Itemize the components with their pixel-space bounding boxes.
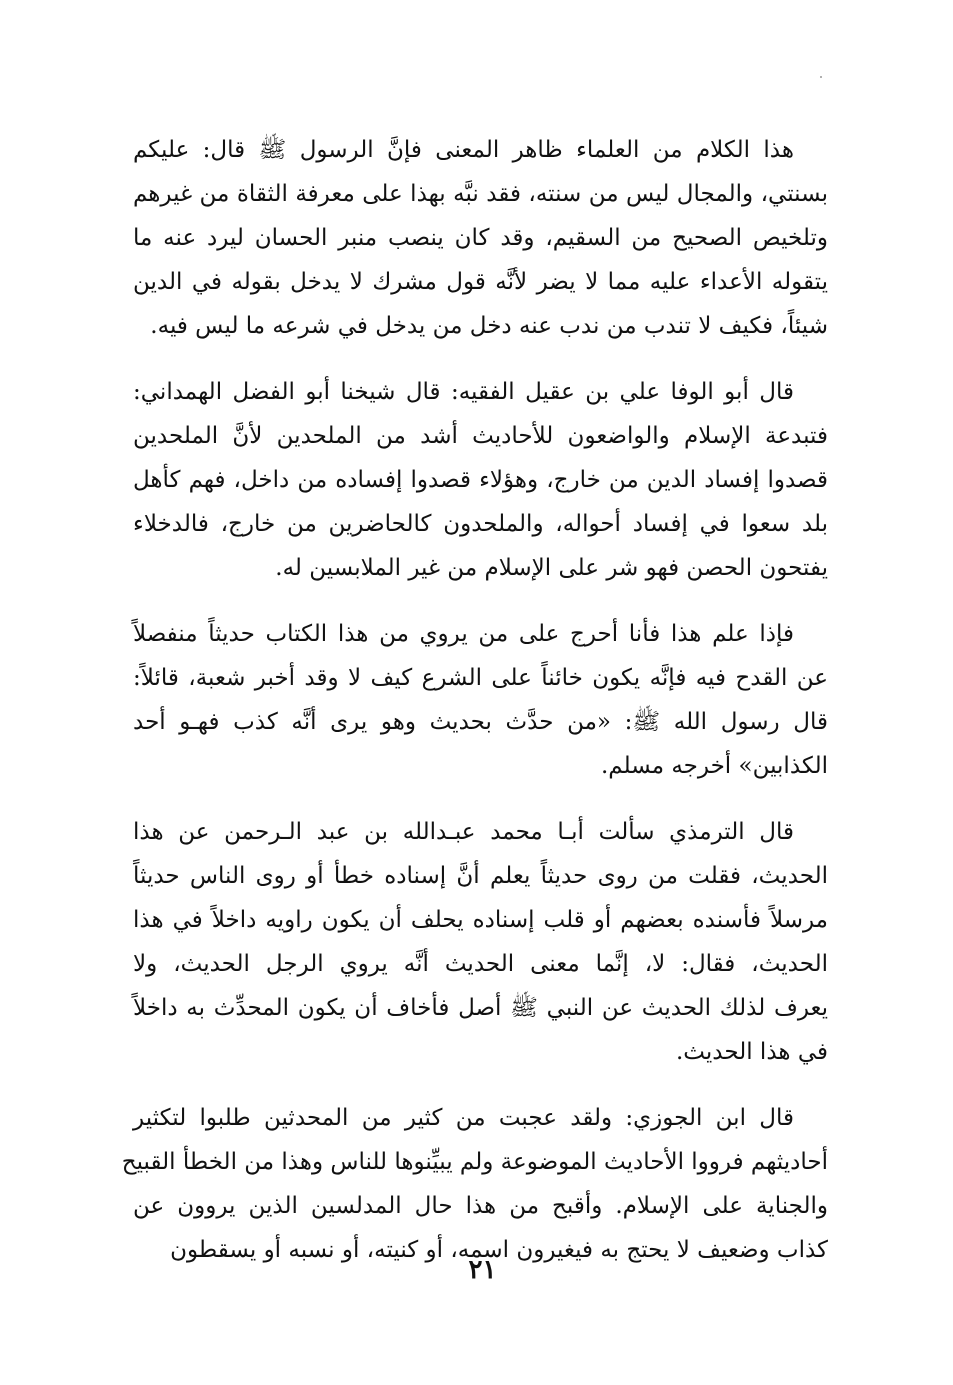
text-line: يعرف لذلك الحديث عن النبي ﷺ أصل فأخاف أن يكون المحدِّث به داخلاً: [133, 995, 828, 1021]
body-text: [121, 128, 828, 1294]
text-line: كذاب وضعيف لا يحتج به فيغيرون اسمه، أو كنيته، أو نسبه أو يسقطون: [170, 1237, 828, 1263]
text-line: والجناية على الإسلام. وأقبح من هذا حال المدلسين الذين يروون عن: [133, 1193, 828, 1219]
text-line: بسنتي، والمجال ليس من سنته، فقد نبَّه بهذا على معرفة الثقاة من غيرهم: [133, 181, 828, 207]
scan-speck: [820, 76, 822, 78]
text-line: في هذا الحديث.: [676, 1039, 828, 1065]
text-line: عن القدح فيه فإنَّه يكون خائناً على الشرع كيف لا وقد أخبر شعبة، قائلاً:: [133, 665, 828, 691]
text-line: قال رسول الله ﷺ: «من حدَّث بحديث وهو يرى أنَّه كذب فهـو أحد: [133, 709, 828, 735]
paragraph: [133, 128, 828, 348]
text-line: الحديث، فقلت من روى حديثاً يعلم أنَّ إسناده خطأ أو روى الناس حديثاً: [133, 863, 828, 889]
text-line: مرسلاً فأسنده بعضهم أو قلب إسناده يحلف أن يكون راويه داخلاً في هذا: [133, 907, 828, 933]
page-number: ٢١: [468, 1255, 497, 1285]
paragraph: [133, 810, 828, 1074]
text-line: يتقوله الأعداء عليه مما لا يضر لأنَّه قول مشرك لا يدخل بقوله في الدين: [133, 269, 828, 295]
paragraph: [121, 1096, 828, 1272]
text-line: فإذا علم هذا فأنا أحرج على من يروي من هذا الكتاب حديثاً منفصلاً: [133, 621, 794, 647]
text-line: بلد سعوا في إفساد أحواله، والملحدون كالحاضرين من خارج، فالدخلاء: [133, 511, 828, 537]
text-line: قال ابن الجوزي: ولقد عجبت من كثير من المحدثين طلبوا لتكثير: [133, 1105, 794, 1131]
text-line: وتلخيص الصحيح من السقيم، وقد كان ينصب منبر الحسان ليرد عنه ما: [133, 225, 828, 251]
text-line: هذا الكلام من العلماء ظاهر المعنى فإنَّ الرسول ﷺ قال: عليكم: [133, 137, 794, 163]
text-line: فتبدعة الإسلام والواضعون للأحاديث أشد من الملحدين لأنَّ الملحدين: [133, 423, 828, 449]
text-line: يفتحون الحصن فهو شر على الإسلام من غير الملابسين له.: [275, 555, 828, 581]
text-line: قصدوا إفساد الدين من خارج، وهؤلاء قصدوا إفساده من داخل، فهم كأهل: [133, 467, 828, 493]
paragraph: [133, 612, 828, 788]
text-line: أحاديثهم فرووا الأحاديث الموضوعة ولم يبيِّنوها للناس وهذا من الخطأ القبيح: [121, 1149, 828, 1175]
text-line: الحديث، فقال: لا، إنَّما معنى الحديث أنَّه يروي الرجل الحديث، ولا: [133, 951, 828, 977]
text-line: شيئاً، فكيف لا تندب من ندب عنه دخل من يدخل في شرعه ما ليس فيه.: [150, 313, 828, 339]
text-line: قال أبو الوفا علي بن عقيل الفقيه: قال شيخنا أبو الفضل الهمداني:: [133, 379, 794, 405]
paragraph: [133, 370, 828, 590]
text-line: قال الترمذي سألت أبـا محمد عبـدالله بن عبد الـرحمن عن هذا: [133, 819, 794, 845]
text-line: الكذابين» أخرجه مسلم.: [600, 753, 828, 779]
